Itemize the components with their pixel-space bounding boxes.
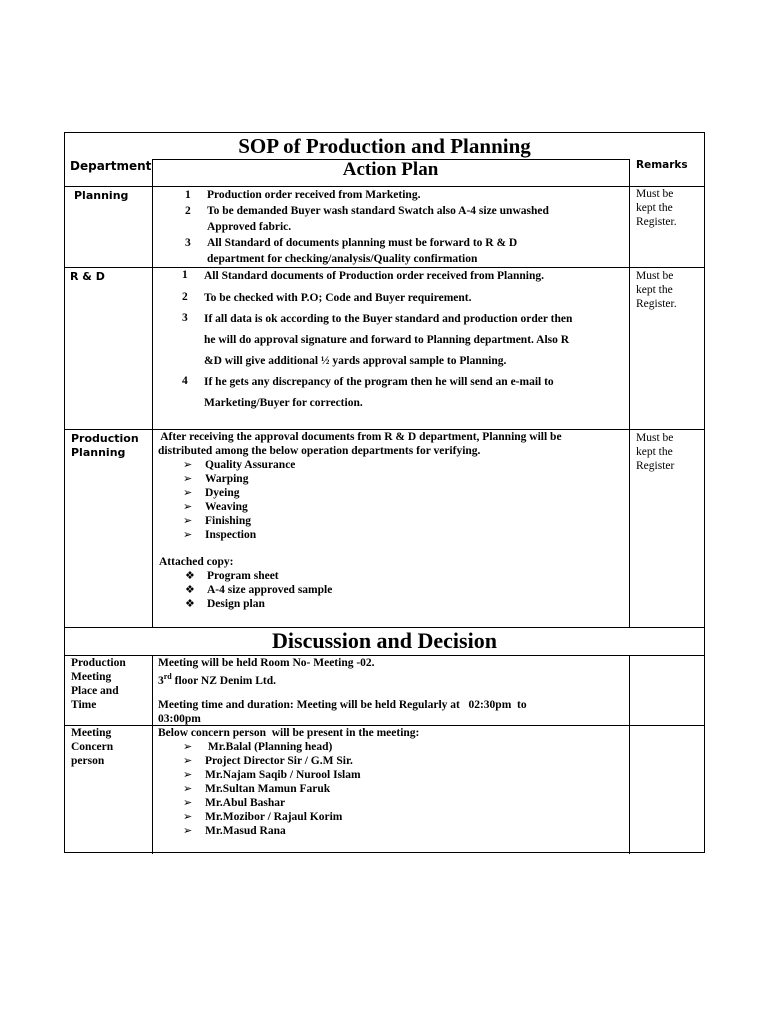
item-number: 3: [185, 237, 191, 249]
action-plan-header: Action Plan: [342, 159, 439, 180]
remarks-header: Remarks: [636, 159, 688, 171]
rnd-label: R & D: [70, 270, 105, 283]
meeting-time: Meeting time and duration: Meeting will be held Regularly at 02:30pm to: [158, 699, 527, 711]
label-line: Meeting: [71, 671, 112, 683]
label-line: Meeting: [71, 727, 112, 739]
discussion-title: Discussion and Decision: [272, 628, 497, 653]
department-name: Dyeing: [205, 487, 240, 499]
meeting-persons-intro: Below concern person will be present in the meeting:: [158, 727, 420, 739]
person-name: Mr.Abul Bashar: [205, 797, 286, 809]
remark-line: kept the: [636, 446, 673, 458]
person-item: [183, 768, 361, 782]
floor-location: floor NZ Denim Ltd.: [171, 674, 276, 687]
attached-copy-label: Attached copy:: [159, 556, 234, 568]
item-number: 2: [185, 205, 191, 217]
planning-item-2: To be demanded Buyer wash standard Swatch also A-4 size unwashed: [207, 205, 549, 217]
planning-item-1: Production order received from Marketing.: [207, 189, 421, 201]
planning-remarks: [636, 187, 677, 229]
department-item: [183, 472, 248, 486]
meeting-time-cont: 03:00pm: [158, 713, 201, 725]
arrow-bullet-icon: ➢: [183, 825, 193, 837]
label-line: person: [71, 755, 105, 767]
production-planning-intro: After receiving the approval documents from R & D department, Planning will be: [158, 431, 562, 443]
department-name: Inspection: [205, 529, 257, 541]
meeting-place-label: [71, 656, 126, 712]
arrow-bullet-icon: ➢: [183, 769, 193, 781]
meeting-persons-label: [71, 726, 113, 768]
arrow-bullet-icon: ➢: [183, 811, 193, 823]
rnd-item-3-cont: &D will give additional ½ yards approval sample to Planning.: [204, 355, 507, 367]
attached-item: [185, 597, 265, 611]
department-name: Finishing: [205, 515, 252, 527]
arrow-bullet-icon: ➢: [183, 515, 193, 527]
planning-row: [65, 186, 704, 267]
person-item: [183, 754, 353, 768]
rnd-item-1: All Standard documents of Production order received from Planning.: [204, 270, 544, 282]
header-row: [65, 159, 704, 187]
sop-document: [64, 132, 705, 853]
rnd-remarks: [636, 269, 677, 311]
item-number: 1: [185, 189, 191, 201]
department-item: [183, 514, 251, 528]
attached-name: Design plan: [207, 598, 265, 610]
rnd-row: [65, 267, 704, 429]
person-item: [183, 810, 342, 824]
meeting-floor: [158, 670, 276, 688]
person-name: Mr.Mozibor / Rajaul Korim: [205, 811, 343, 823]
floor-number: 3: [158, 674, 164, 687]
remark-line: Register.: [636, 216, 677, 228]
remark-line: Register.: [636, 298, 677, 310]
rnd-item-3-cont: he will do approval signature and forward to Planning department. Also R: [204, 334, 570, 346]
arrow-bullet-icon: ➢: [183, 755, 193, 767]
meeting-persons-row: [65, 725, 704, 854]
remark-line: kept the: [636, 284, 673, 296]
attached-item: [185, 569, 279, 583]
person-item: [183, 782, 330, 796]
planning-item-3-cont: department for checking/analysis/Quality confirmation: [207, 253, 478, 265]
arrow-bullet-icon: ➢: [183, 487, 193, 499]
person-name: Mr.Najam Saqib / Nurool Islam: [205, 769, 361, 781]
department-item: [183, 528, 256, 542]
planning-label: Planning: [74, 189, 129, 202]
production-planning-remarks: [636, 431, 674, 473]
arrow-bullet-icon: ➢: [183, 529, 193, 541]
person-name: Mr.Balal (Planning head): [205, 741, 333, 753]
document-title: SOP of Production and Planning: [238, 134, 531, 158]
item-number: 4: [182, 375, 188, 387]
person-name: Mr.Sultan Mamun Faruk: [205, 783, 331, 795]
label-line: Production: [71, 432, 139, 445]
department-name: Quality Assurance: [205, 459, 296, 471]
diamond-bullet-icon: ❖: [185, 598, 195, 610]
rnd-item-3: If all data is ok according to the Buyer standard and production order then: [204, 313, 573, 325]
label-line: Production: [71, 657, 126, 669]
production-planning-intro-cont: distributed among the below operation departments for verifying.: [158, 445, 481, 457]
remark-line: Must be: [636, 188, 674, 200]
item-number: 2: [182, 291, 188, 303]
department-item: [183, 486, 240, 500]
label-line: Place and: [71, 685, 119, 697]
label-line: Concern: [71, 741, 114, 753]
remark-line: kept the: [636, 202, 673, 214]
department-item: [183, 500, 248, 514]
attached-name: A-4 size approved sample: [207, 584, 333, 596]
person-name: Project Director Sir / G.M Sir.: [205, 755, 353, 767]
item-number: 3: [182, 312, 188, 324]
planning-item-3: All Standard of documents planning must be forward to R & D: [207, 237, 518, 249]
department-name: Weaving: [205, 501, 248, 513]
rnd-item-4: If he gets any discrepancy of the program then he will send an e-mail to: [204, 376, 554, 388]
diamond-bullet-icon: ❖: [185, 584, 195, 596]
arrow-bullet-icon: ➢: [183, 783, 193, 795]
attached-name: Program sheet: [207, 570, 279, 582]
discussion-title-row: [65, 627, 704, 655]
arrow-bullet-icon: ➢: [183, 741, 193, 753]
arrow-bullet-icon: ➢: [183, 473, 193, 485]
arrow-bullet-icon: ➢: [183, 501, 193, 513]
rnd-item-2: To be checked with P.O; Code and Buyer requirement.: [204, 292, 472, 304]
arrow-bullet-icon: ➢: [183, 797, 193, 809]
item-number: 1: [182, 269, 188, 281]
remark-line: Register: [636, 460, 675, 472]
remark-line: Must be: [636, 432, 674, 444]
production-planning-row: [65, 429, 704, 627]
person-item: [183, 740, 332, 754]
rnd-item-4-cont: Marketing/Buyer for correction.: [204, 397, 363, 409]
arrow-bullet-icon: ➢: [183, 459, 193, 471]
meeting-place-row: [65, 655, 704, 725]
title-row: [65, 133, 704, 159]
meeting-room: Meeting will be held Room No- Meeting -02.: [158, 657, 375, 669]
department-item: [183, 458, 295, 472]
attached-item: [185, 583, 332, 597]
floor-suffix: rd: [163, 672, 172, 681]
remark-line: Must be: [636, 270, 674, 282]
department-name: Warping: [205, 473, 249, 485]
person-item: [183, 796, 285, 810]
person-name: Mr.Masud Rana: [205, 825, 286, 837]
production-planning-label: [71, 432, 139, 460]
diamond-bullet-icon: ❖: [185, 570, 195, 582]
person-item: [183, 824, 286, 838]
label-line: Time: [71, 699, 97, 711]
department-header: Department: [70, 159, 152, 173]
planning-item-2-cont: Approved fabric.: [207, 221, 292, 233]
label-line: Planning: [71, 446, 126, 459]
